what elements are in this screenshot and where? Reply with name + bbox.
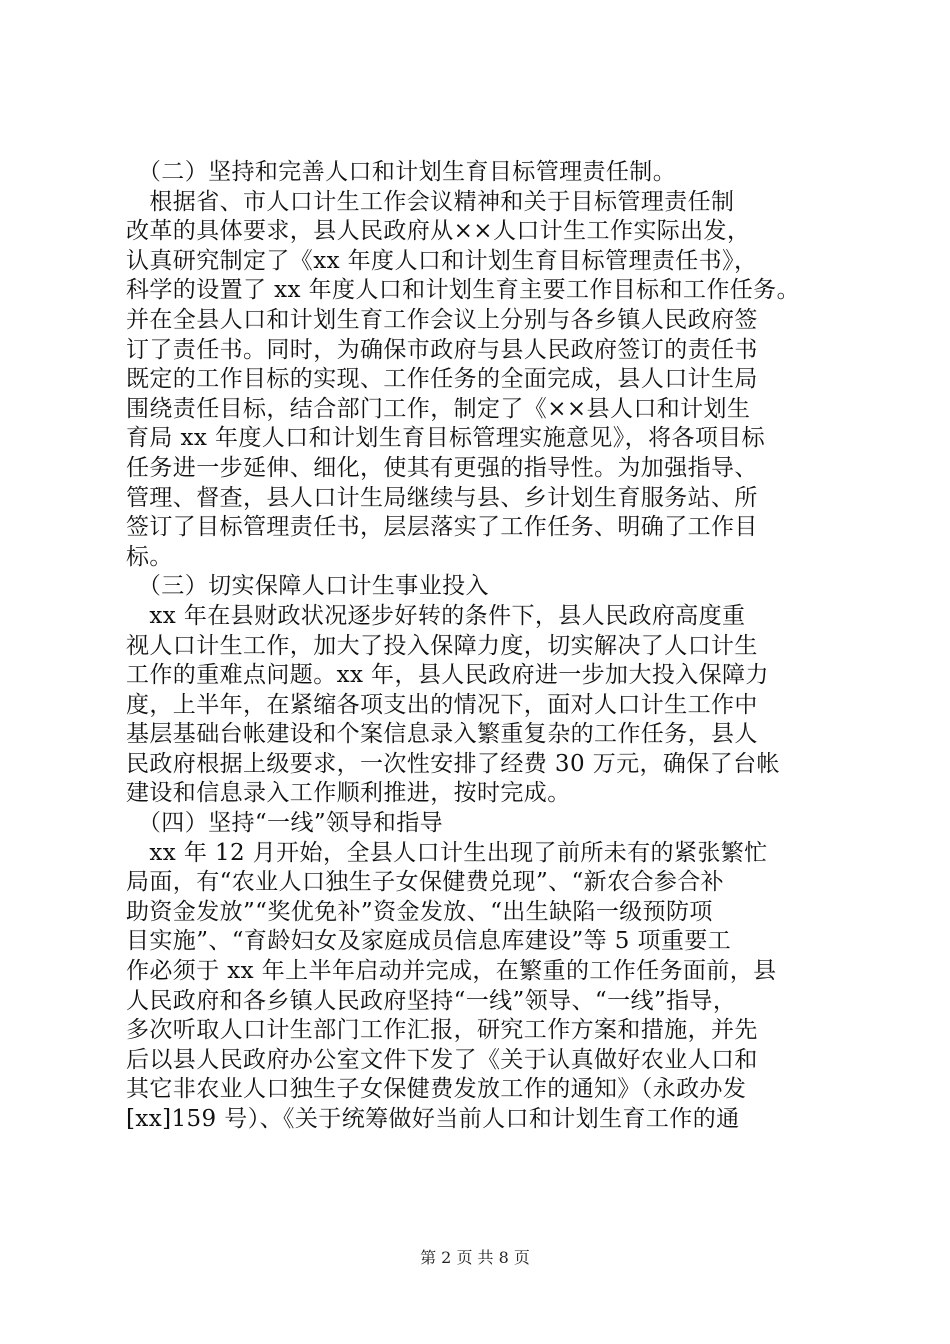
text-line: 民政府根据上级要求，一次性安排了经费 30 万元，确保了台帐 <box>126 750 780 777</box>
text-line: 目实施”、“育龄妇女及家庭成员信息库建设”等 5 项重要工 <box>126 928 732 955</box>
text-line: 育局 xx 年度人口和计划生育目标管理实施意见》，将各项目标 <box>126 425 766 452</box>
text-line: （三）切实保障人口计生事业投入 <box>126 573 489 600</box>
text-line: 签订了目标管理责任书，层层落实了工作任务、明确了工作目 <box>126 514 758 541</box>
text-line: 建设和信息录入工作顺利推进，按时完成。 <box>126 780 571 807</box>
text-line: 既定的工作目标的实现、工作任务的全面完成，县人口计生局 <box>126 366 758 393</box>
text-line: 订了责任书。同时，为确保市政府与县人民政府签订的责任书 <box>126 336 758 363</box>
document-body <box>126 158 816 1135</box>
text-line: 多次听取人口计生部门工作汇报，研究工作方案和措施，并先 <box>126 1017 758 1044</box>
text-line: [xx]159 号）、《关于统筹做好当前人口和计划生育工作的通 <box>126 1106 740 1132</box>
text-line: xx 年 12 月开始，全县人口计生出现了前所未有的紧张繁忙 <box>126 839 768 866</box>
text-line: 根据省、市人口计生工作会议精神和关于目标管理责任制 <box>126 188 735 215</box>
text-line: 认真研究制定了《xx 年度人口和计划生育目标管理责任书》， <box>126 247 758 274</box>
text-line: 工作的重难点问题。xx 年，县人民政府进一步加大投入保障力 <box>126 662 769 689</box>
text-line: 基层基础台帐建设和个案信息录入繁重复杂的工作任务，县人 <box>126 721 758 748</box>
page-footer: 第 2 页 共 8 页 <box>420 1248 530 1267</box>
text-line: （四）坚持“一线”领导和指导 <box>126 810 444 837</box>
text-line: 局面，有“农业人口独生子女保健费兑现”、“新农合参合补 <box>126 869 725 896</box>
text-line: 其它非农业人口独生子女保健费发放工作的通知》（永政办发 <box>126 1076 747 1103</box>
text-line: 管理、督查，县人口计生局继续与县、乡计划生育服务站、所 <box>126 484 758 511</box>
text-line: 科学的设置了 xx 年度人口和计划生育主要工作目标和工作任务。 <box>126 277 800 304</box>
text-line: xx 年在县财政状况逐步好转的条件下，县人民政府高度重 <box>126 602 746 629</box>
text-line: 度，上半年，在紧缩各项支出的情况下，面对人口计生工作中 <box>126 691 758 718</box>
text-line: 后以县人民政府办公室文件下发了《关于认真做好农业人口和 <box>126 1046 758 1073</box>
text-line: 标。 <box>126 543 173 570</box>
text-line: 人民政府和各乡镇人民政府坚持“一线”领导、“一线”指导， <box>126 987 737 1014</box>
text-line: （二）坚持和完善人口和计划生育目标管理责任制。 <box>126 159 677 185</box>
text-line: 任务进一步延伸、细化，使其有更强的指导性。为加强指导、 <box>126 454 758 481</box>
text-line: 围绕责任目标，结合部门工作，制定了《××县人口和计划生 <box>126 395 751 422</box>
text-line: 改革的具体要求，县人民政府从××人口计生工作实际出发， <box>126 218 751 245</box>
text-line: 并在全县人口和计划生育工作会议上分别与各乡镇人民政府签 <box>126 306 758 333</box>
text-line: 助资金发放”“奖优免补”资金发放、“出生缺陷一级预防项 <box>126 898 713 925</box>
text-line: 视人口计生工作，加大了投入保障力度，切实解决了人口计生 <box>126 632 758 659</box>
text-line: 作必须于 xx 年上半年启动并完成，在繁重的工作任务面前，县 <box>126 958 777 985</box>
